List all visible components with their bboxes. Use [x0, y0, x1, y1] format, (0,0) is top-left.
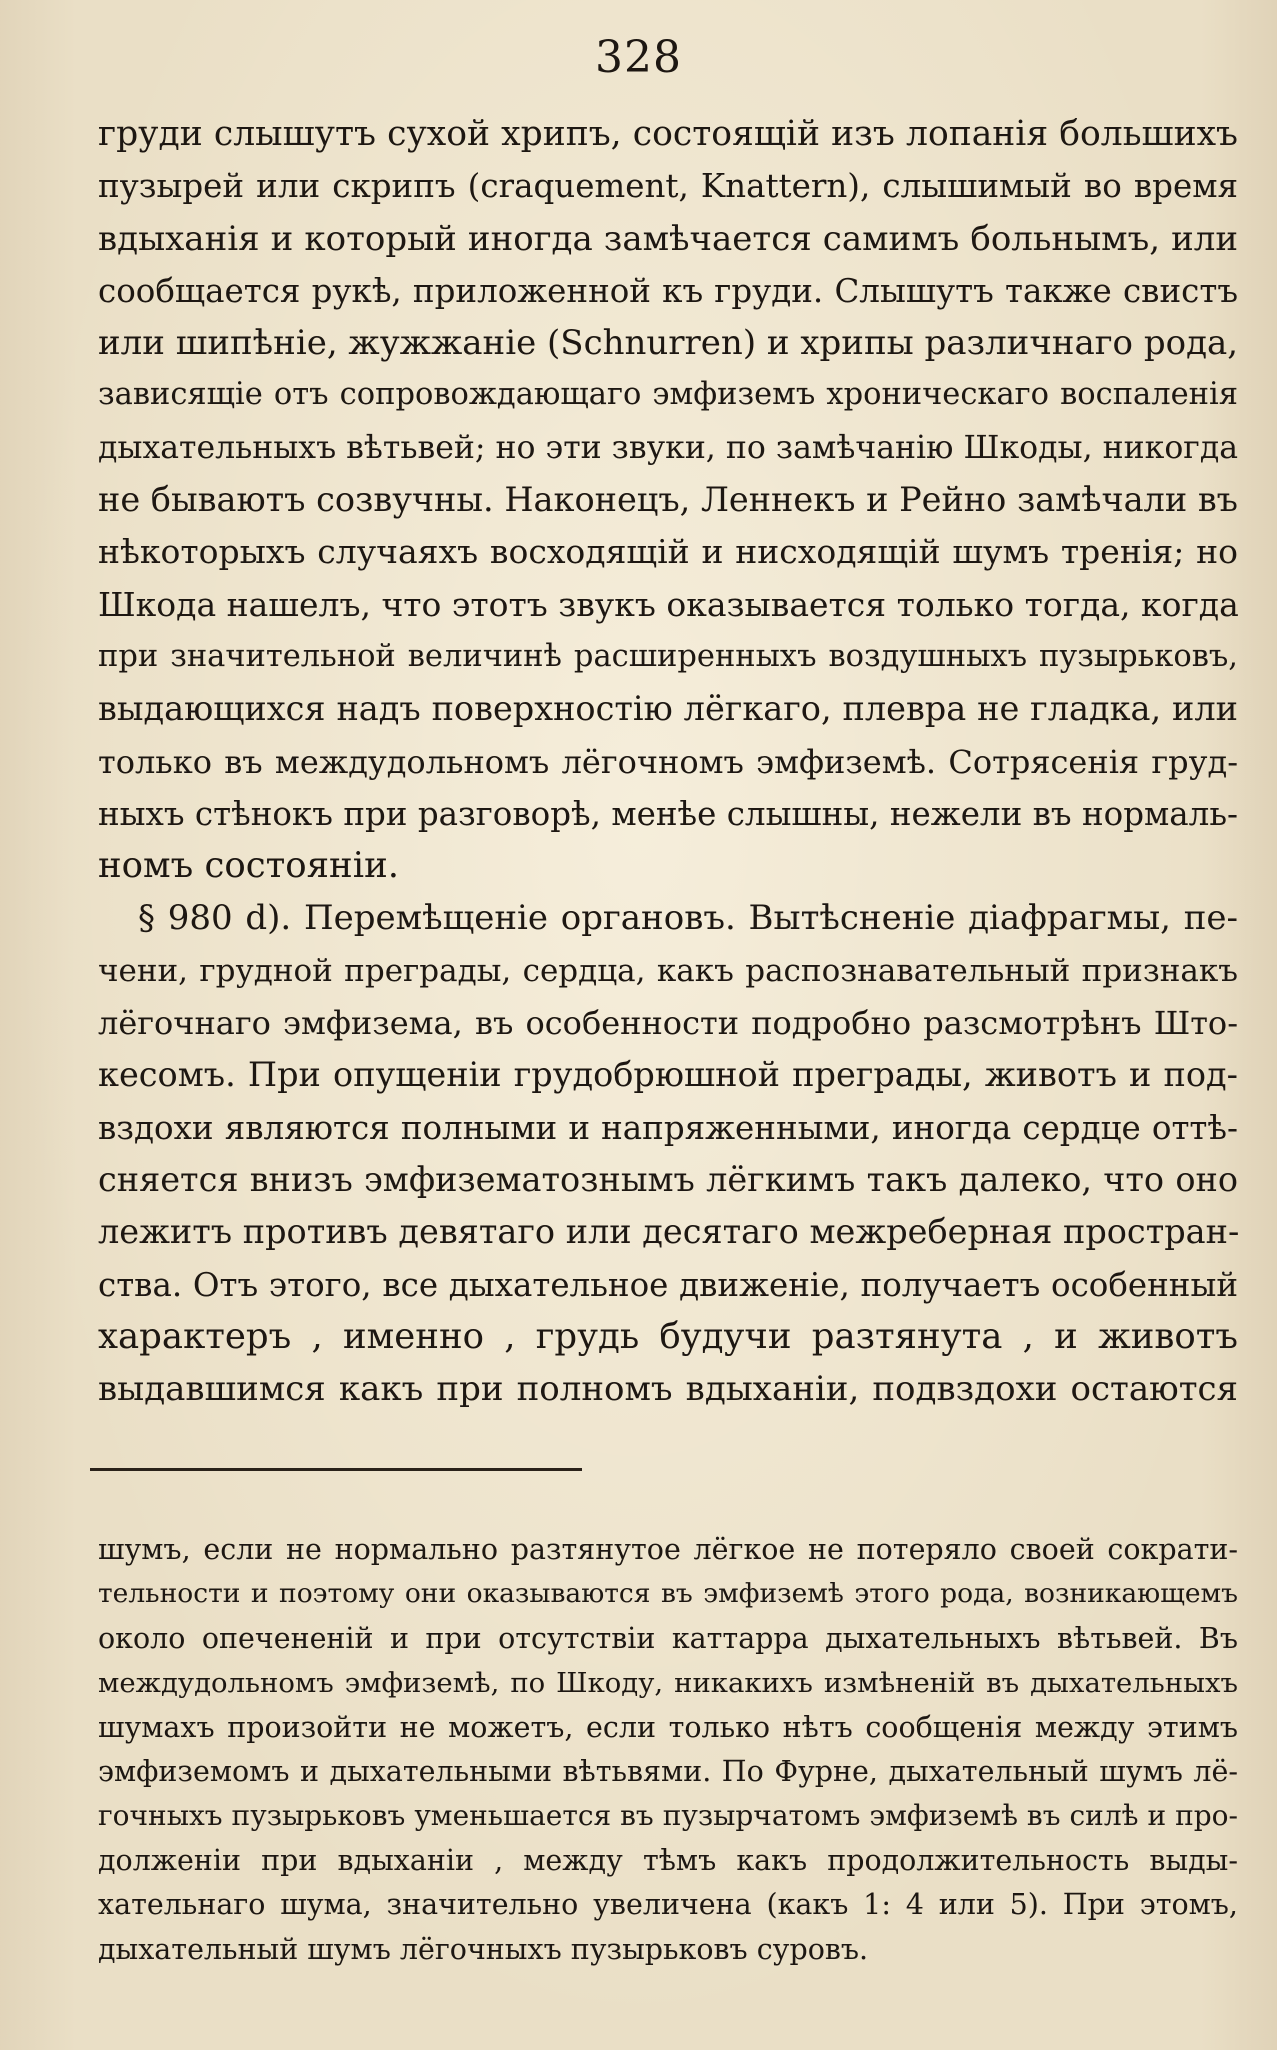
text-line: или шипѣніе, жужжаніе (Schnurren) и хрипы различнаго рода, — [98, 323, 1239, 364]
footnote-line: эмфиземомъ и дыхательными вѣтьвями. По Фурне, дыхательный шумъ лё- — [98, 1754, 1238, 1788]
text-line: вздохи являются полными и напряженными, иногда сердце оттѣ- — [98, 1108, 1238, 1147]
section-heading-line: § 980 d). Перемѣщеніе органовъ. Вытѣсненіе діафрагмы, пе- — [138, 898, 1238, 939]
footnote-line: гочныхъ пузырьковъ уменьшается въ пузырчатомъ эмфиземѣ въ силѣ и про- — [98, 1799, 1238, 1833]
footnote-line: междудольномъ эмфиземѣ, по Шкоду, никакихъ измѣненій въ дыхательныхъ — [98, 1667, 1238, 1700]
text-line: вдыханія и который иногда замѣчается самимъ больнымъ, или — [98, 218, 1238, 259]
text-line: сняется внизъ эмфизематознымъ лёгкимъ такъ далеко, что оно — [98, 1159, 1238, 1199]
footnote-line: шумахъ произойти не можетъ, если только нѣтъ сообщенія между этимъ — [98, 1710, 1238, 1744]
footnote-line: шумъ, если не нормально разтянутое лёгкое не потеряло своей сократи- — [98, 1533, 1238, 1566]
footnote-line: долженіи при вдыханіи , между тѣмъ какъ продолжительность выды- — [98, 1843, 1238, 1877]
text-line: лежитъ противъ девятаго или десятаго межреберная простран- — [98, 1212, 1240, 1252]
text-line: при значительной величинѣ расширенныхъ воздушныхъ пузырьковъ, — [98, 638, 1238, 674]
text-line: нѣкоторыхъ случаяхъ восходящій и нисходящій шумъ тренія; но — [98, 532, 1238, 572]
text-line: не бываютъ созвучны. Наконецъ, Леннекъ и Рейно замѣчали въ — [98, 480, 1238, 520]
text-line: ныхъ стѣнокъ при разговорѣ, менѣе слышны, нежели въ нормаль- — [98, 794, 1238, 833]
text-line: только въ междудольномъ лёгочномъ эмфиземѣ. Сотрясенія груд- — [98, 742, 1238, 781]
text-line: ства. Отъ этого, все дыхательное движеніе, получаетъ особенный — [98, 1265, 1238, 1304]
text-line: зависящіе отъ сопровождающаго эмфиземъ хроническаго воспаленія — [98, 377, 1238, 413]
text-line: номъ состояніи. — [98, 845, 400, 887]
text-line: характеръ , именно , грудь будучи разтянута , и животъ — [98, 1315, 1238, 1357]
text-line: дыхательныхъ вѣтьвей; но эти звуки, по замѣчанію Шкоды, никогда — [98, 429, 1238, 466]
text-line: выдавшимся какъ при полномъ вдыханіи, подвздохи остаются — [98, 1369, 1238, 1410]
footnote-block — [98, 1528, 1238, 1972]
footnote-line: тельности и поэтому они оказываются въ эмфиземѣ этого рода, возникающемъ — [98, 1578, 1238, 1610]
text-line: лёгочнаго эмфизема, въ особенности подробно разсмотрѣнъ Што- — [98, 1004, 1238, 1043]
text-line: кесомъ. При опущеніи грудобрюшной преграды, животъ и под- — [98, 1055, 1238, 1095]
page-number: 328 — [595, 32, 682, 83]
main-text-block — [98, 108, 1238, 1415]
footnote-line: около опечененій и при отсутствіи каттарра дыхательныхъ вѣтьвей. Въ — [98, 1621, 1238, 1655]
text-line: выдающихся надъ поверхностію лёгкаго, плевра не гладка, или — [98, 689, 1238, 729]
footnote-line: хательнаго шума, значительно увеличена (какъ 1: 4 или 5). При этомъ, — [98, 1888, 1238, 1922]
text-line: Шкода нашелъ, что этотъ звукъ оказывается только тогда, когда — [98, 584, 1239, 624]
footnote-line: дыхательный шумъ лёгочныхъ пузырьковъ суровъ. — [98, 1932, 869, 1966]
text-line: чени, грудной преграды, сердца, какъ распознавательный признакъ — [98, 952, 1238, 989]
text-line: сообщается рукѣ, приложенной къ груди. Слышутъ также свистъ — [98, 271, 1238, 310]
text-line: груди слышутъ сухой хрипъ, состоящій изъ лопанія большихъ — [98, 114, 1238, 154]
footnote-separator — [90, 1468, 582, 1471]
text-line: пузырей или скрипъ (craquement, Knattern), слышимый во время — [98, 167, 1238, 206]
